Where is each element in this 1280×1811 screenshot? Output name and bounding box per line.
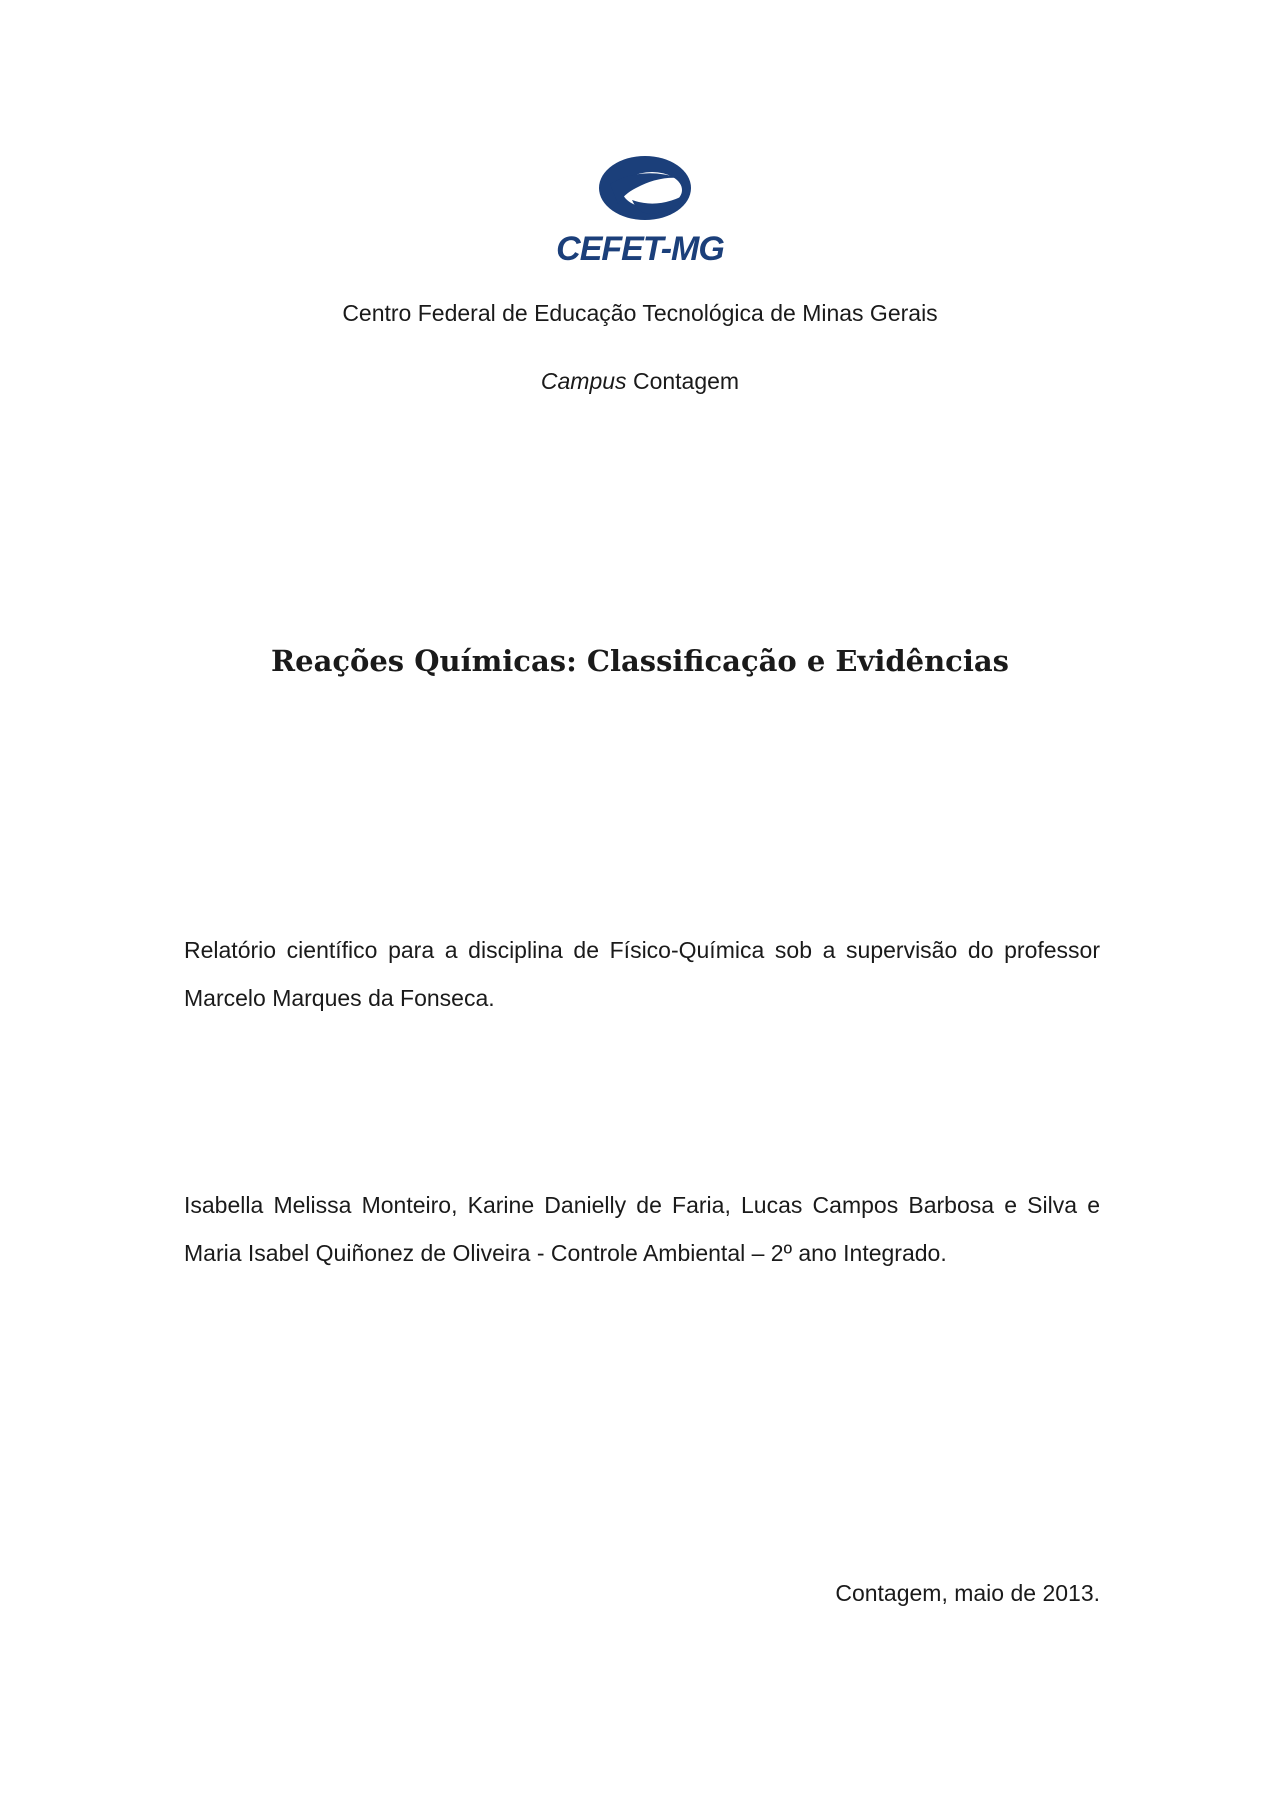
authors-line-1: Isabella Melissa Monteiro, Karine Danielly de Faria, Lucas Campos Barbosa e Silva e (184, 1192, 1100, 1218)
document-title: Reações Químicas: Classificação e Evidências (271, 644, 1009, 678)
place-and-date: Contagem, maio de 2013. (835, 1580, 1100, 1606)
cefet-mg-emblem-icon (599, 156, 691, 220)
report-line-2: Marcelo Marques da Fonseca. (184, 985, 495, 1011)
authors-line-2: Maria Isabel Quiñonez de Oliveira - Controle Ambiental – 2º ano Integrado. (184, 1240, 947, 1266)
cefet-mg-logo (540, 148, 740, 270)
institution-name: Centro Federal de Educação Tecnológica de Minas Gerais (342, 300, 938, 326)
campus-label: Campus (540, 368, 627, 394)
campus-line (0, 366, 1280, 396)
report-line-1: Relatório científico para a disciplina de Físico-Química sob a supervisão do professor (184, 937, 1100, 963)
report-description (184, 926, 1100, 1022)
authors-paragraph (184, 1181, 1100, 1277)
logo-text: CEFET-MG (556, 230, 724, 268)
campus-name: Contagem (632, 368, 740, 394)
